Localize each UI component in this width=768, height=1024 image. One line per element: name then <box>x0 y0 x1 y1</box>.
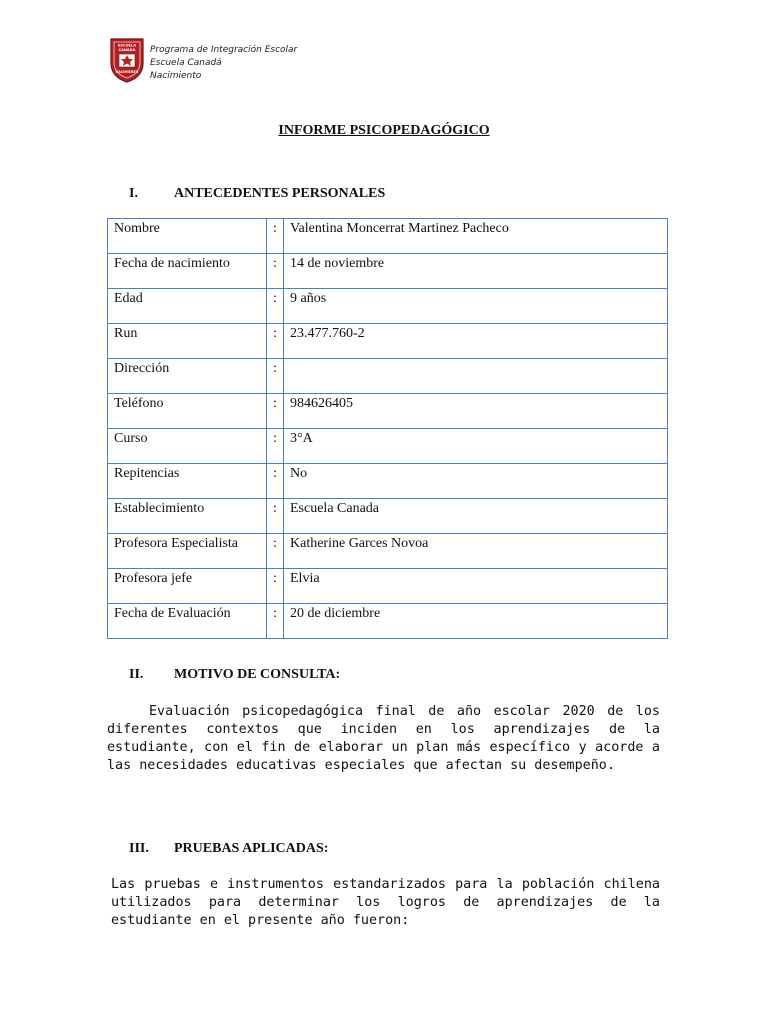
info-label: Edad <box>108 289 267 324</box>
info-row <box>108 254 668 289</box>
info-separator: : <box>267 289 284 324</box>
info-label: Fecha de Evaluación <box>108 604 267 639</box>
info-separator: : <box>267 324 284 359</box>
info-value: Elvia <box>284 569 668 604</box>
info-value: 984626405 <box>284 394 668 429</box>
header-school: Escuela Canadá <box>150 58 222 68</box>
section-1-number: I. <box>129 186 138 201</box>
info-label: Run <box>108 324 267 359</box>
info-value: 20 de diciembre <box>284 604 668 639</box>
section-3-title: PRUEBAS APLICADAS: <box>174 841 329 856</box>
info-separator: : <box>267 429 284 464</box>
section-1-heading <box>129 186 386 202</box>
info-separator: : <box>267 464 284 499</box>
section-2-heading <box>129 667 341 683</box>
personal-info-table <box>107 218 668 639</box>
section-3-number: III. <box>129 841 149 856</box>
section-2-body <box>107 703 660 775</box>
info-label: Repitencias <box>108 464 267 499</box>
info-row <box>108 429 668 464</box>
info-separator: : <box>267 534 284 569</box>
info-value: 9 años <box>284 289 668 324</box>
logo-text-middle: CANADA <box>118 48 136 52</box>
info-separator: : <box>267 394 284 429</box>
info-value: Valentina Moncerrat Martinez Pacheco <box>284 219 668 254</box>
info-row <box>108 499 668 534</box>
info-label: Profesora Especialista <box>108 534 267 569</box>
info-separator: : <box>267 604 284 639</box>
info-value: 23.477.760-2 <box>284 324 668 359</box>
info-label: Dirección <box>108 359 267 394</box>
logo-text-bottom: NACIMIENTO <box>115 70 139 74</box>
info-label: Fecha de nacimiento <box>108 254 267 289</box>
header-program: Programa de Integración Escolar <box>150 45 298 55</box>
info-separator: : <box>267 569 284 604</box>
consult-reason-paragraph: Evaluación psicopedagógica final de año escolar 2020 de los diferentes contextos que inciden en los aprendizajes de la estudiante, con el fin de elaborar un plan más específico y acorde a las necesidades educativas especiales que afectan su desempeño. <box>107 704 660 773</box>
info-label: Teléfono <box>108 394 267 429</box>
info-label: Curso <box>108 429 267 464</box>
info-value: Escuela Canada <box>284 499 668 534</box>
info-row <box>108 534 668 569</box>
info-row <box>108 289 668 324</box>
info-label: Profesora jefe <box>108 569 267 604</box>
info-value <box>284 359 668 394</box>
section-2-title: MOTIVO DE CONSULTA: <box>174 667 341 682</box>
section-3-heading <box>129 841 329 857</box>
document-title: INFORME PSICOPEDAGÓGICO <box>278 123 490 138</box>
info-row <box>108 324 668 359</box>
info-row <box>108 394 668 429</box>
section-2-number: II. <box>129 667 144 682</box>
info-row <box>108 569 668 604</box>
info-label: Establecimiento <box>108 499 267 534</box>
info-label: Nombre <box>108 219 267 254</box>
info-value: No <box>284 464 668 499</box>
document-header <box>108 37 297 83</box>
info-row <box>108 464 668 499</box>
info-value: 3°A <box>284 429 668 464</box>
tests-paragraph: Las pruebas e instrumentos estandarizados para la población chilena utilizados para determinar los logros de aprendizajes de la estudiante en el presente año fueron: <box>111 877 660 928</box>
header-text <box>150 44 297 83</box>
info-separator: : <box>267 359 284 394</box>
info-separator: : <box>267 219 284 254</box>
info-value: 14 de noviembre <box>284 254 668 289</box>
section-1-title: ANTECEDENTES PERSONALES <box>174 186 386 201</box>
info-separator: : <box>267 254 284 289</box>
info-row <box>108 359 668 394</box>
logo-text-top: ESCUELA <box>117 43 137 48</box>
info-row <box>108 604 668 639</box>
section-3-body <box>111 876 660 930</box>
school-crest-icon <box>108 37 146 83</box>
info-value: Katherine Garces Novoa <box>284 534 668 569</box>
info-separator: : <box>267 499 284 534</box>
header-city: Nacimiento <box>150 71 202 81</box>
info-row <box>108 219 668 254</box>
